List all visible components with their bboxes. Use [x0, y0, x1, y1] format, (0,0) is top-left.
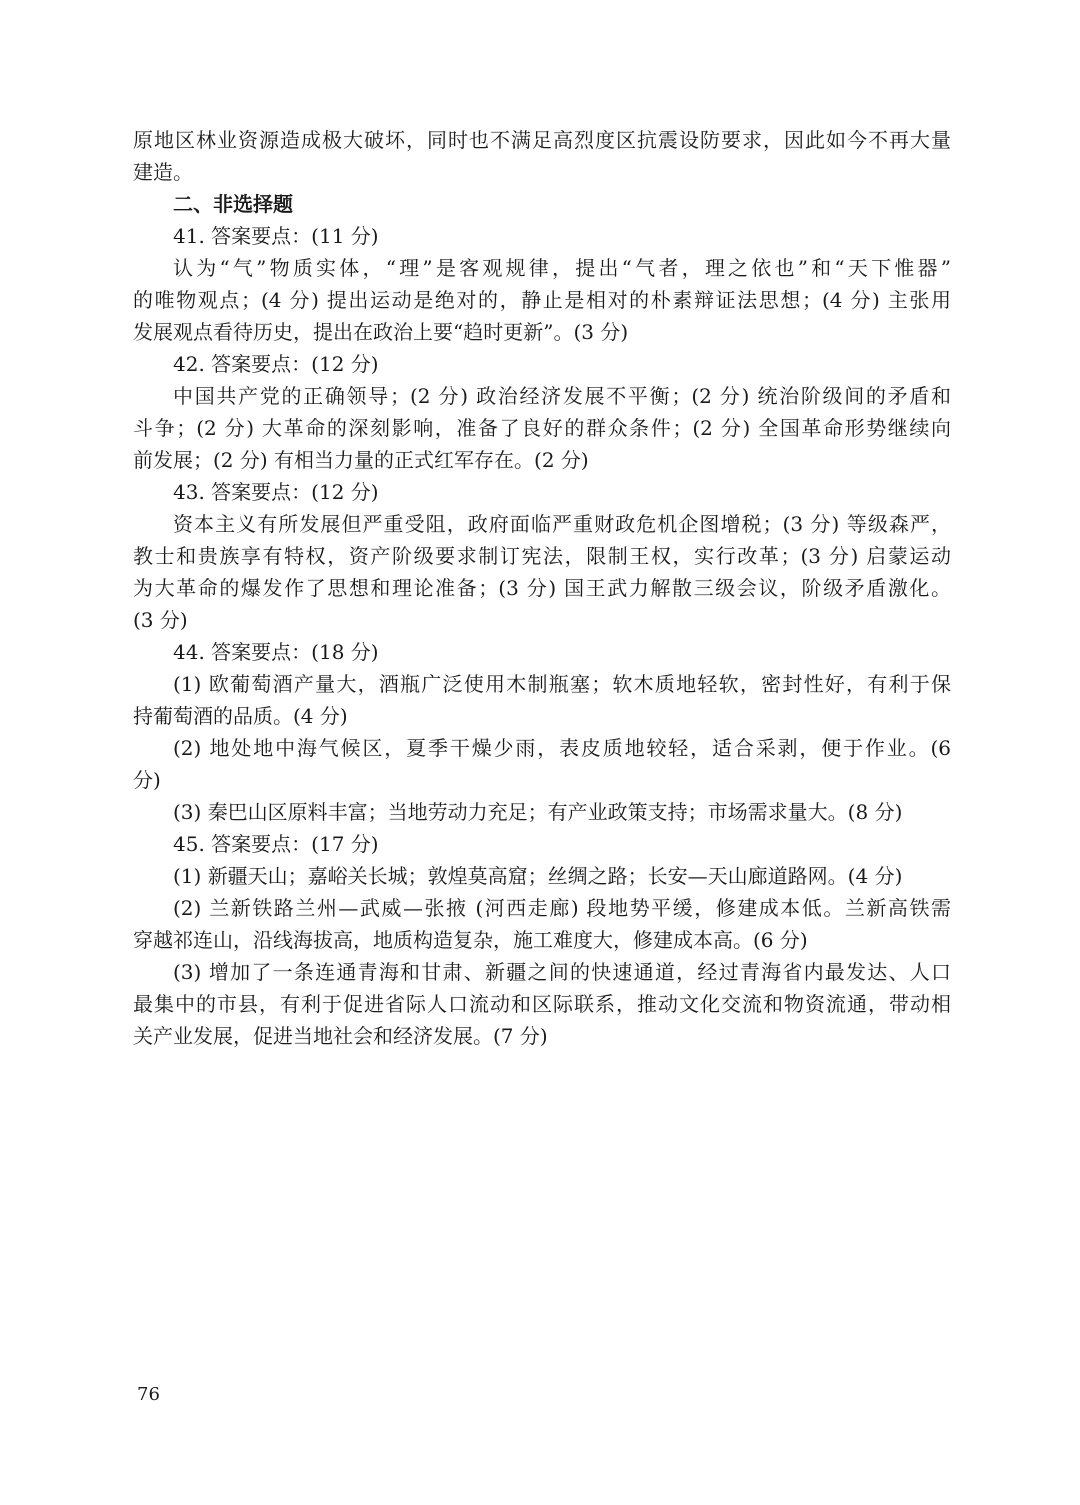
- text-line: 建造。: [133, 160, 193, 184]
- text-line: (1) 欧葡萄酒产量大，酒瓶广泛使用木制瓶塞；软木质地轻软，密封性好，有利于保: [173, 672, 951, 696]
- text-line: 最集中的市县，有利于促进省际人口流动和区际联系，推动文化交流和物资流通，带动相: [133, 992, 951, 1016]
- text-line: 前发展；(2 分) 有相当力量的正式红军存在。(2 分): [133, 448, 589, 472]
- text-line: 为大革命的爆发作了思想和理论准备；(3 分) 国王武力解散三级会议，阶级矛盾激化。: [133, 576, 951, 600]
- text-line: 中国共产党的正确领导；(2 分) 政治经济发展不平衡；(2 分) 统治阶级间的矛盾和: [173, 384, 951, 408]
- question-heading: 43. 答案要点：(12 分): [173, 480, 379, 504]
- text-line: 原地区林业资源造成极大破坏，同时也不满足高烈度区抗震设防要求，因此如今不再大量: [133, 128, 951, 152]
- text-line: 的唯物观点；(4 分) 提出运动是绝对的，静止是相对的朴素辩证法思想；(4 分) 主张用: [133, 288, 951, 312]
- text-line: (1) 新疆天山；嘉峪关长城；敦煌莫高窟；丝绸之路；长安—天山廊道路网。(4 分): [173, 864, 903, 888]
- text-line: 穿越祁连山，沿线海拔高，地质构造复杂，施工难度大，修建成本高。(6 分): [133, 928, 808, 952]
- section-heading: 二、非选择题: [173, 192, 293, 216]
- text-line: (3 分): [133, 608, 188, 632]
- text-line: (2) 兰新铁路兰州—武威—张掖 (河西走廊) 段地势平缓，修建成本低。兰新高铁需: [173, 896, 951, 920]
- question-heading: 45. 答案要点：(17 分): [173, 832, 379, 856]
- text-line: 教士和贵族享有特权，资产阶级要求制订宪法，限制王权，实行改革；(3 分) 启蒙运动: [133, 544, 951, 568]
- text-line: (2) 地处地中海气候区，夏季干燥少雨，表皮质地较轻，适合采剥，便于作业。(6: [173, 736, 951, 760]
- text-line: 斗争；(2 分) 大革命的深刻影响，准备了良好的群众条件；(2 分) 全国革命形势继续向: [133, 416, 951, 440]
- question-heading: 41. 答案要点：(11 分): [173, 224, 379, 248]
- text-line: 发展观点看待历史，提出在政治上要“趋时更新”。(3 分): [133, 320, 629, 344]
- text-line: (3) 增加了一条连通青海和甘肃、新疆之间的快速通道，经过青海省内最发达、人口: [173, 960, 951, 984]
- question-heading: 44. 答案要点：(18 分): [173, 640, 379, 664]
- text-line: (3) 秦巴山区原料丰富；当地劳动力充足；有产业政策支持；市场需求量大。(8 分): [173, 800, 903, 824]
- text-line: 持葡萄酒的品质。(4 分): [133, 704, 348, 728]
- text-line: 资本主义有所发展但严重受阻，政府面临严重财政危机企图增税；(3 分) 等级森严，: [173, 512, 951, 536]
- text-line: 分): [133, 768, 161, 792]
- text-line: 认为“气”物质实体，“理”是客观规律，提出“气者，理之依也”和“天下惟器”: [173, 256, 951, 280]
- question-heading: 42. 答案要点：(12 分): [173, 352, 379, 376]
- text-line: 关产业发展，促进当地社会和经济发展。(7 分): [133, 1024, 548, 1048]
- page-number: 76: [137, 1384, 160, 1405]
- document-body: [133, 124, 951, 1052]
